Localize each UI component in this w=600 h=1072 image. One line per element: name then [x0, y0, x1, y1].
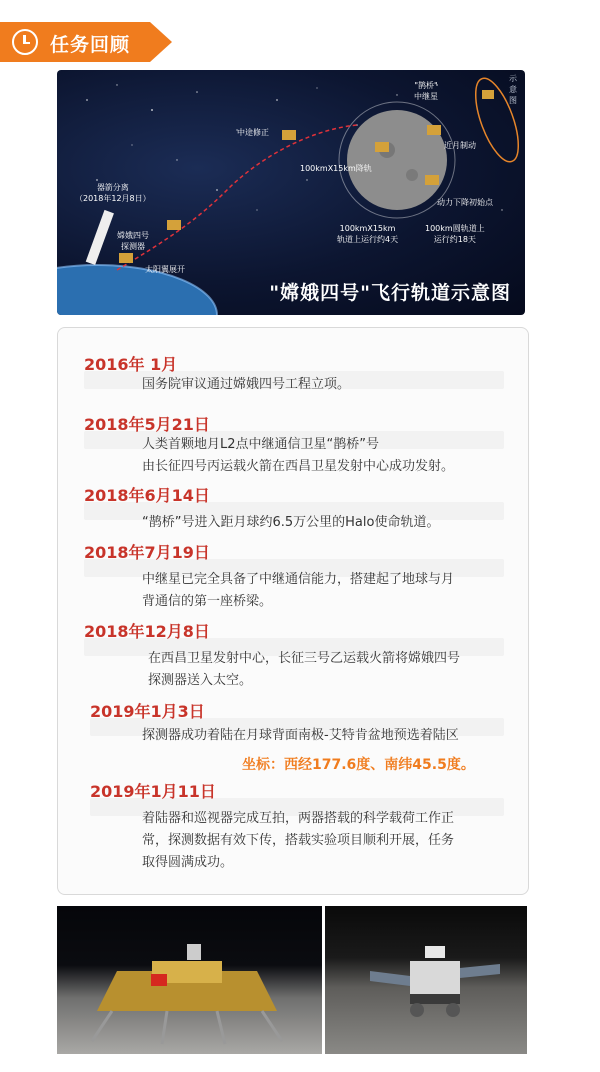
orbit-diagram: [57, 70, 525, 315]
lander-graphic: [57, 906, 322, 1054]
label-powered-descent: 动力下降初始点: [437, 198, 493, 207]
landing-coordinates: 坐标：西经177.6度、南纬45.5度。: [242, 757, 475, 773]
timeline-text: 国务院审议通过嫦娥四号工程立项。: [142, 377, 351, 392]
timeline-date: 2016年 1月: [84, 355, 178, 374]
timeline-date: 2018年5月21日: [84, 415, 210, 434]
label-descent-orbit: 100kmX15km降轨: [300, 164, 372, 173]
orbit-title: "嫦娥四号"飞行轨道示意图: [269, 282, 511, 304]
label-circular-orbit: 100km圆轨道上 运行约18天: [425, 224, 485, 244]
timeline-date: 2019年1月11日: [90, 782, 216, 801]
label-midcourse: 中途修正: [237, 128, 269, 137]
header-arrow: [150, 22, 172, 62]
timeline-text: 由长征四号丙运载火箭在西昌卫星发射中心成功发射。: [142, 459, 455, 474]
rover-graphic: [325, 906, 527, 1054]
timeline-text: 常，探测数据有效下传，搭载实验项目顺利开展，任务: [142, 833, 455, 848]
timeline-text: 着陆器和巡视器完成互拍，两器搭载的科学载荷工作正: [142, 811, 455, 826]
timeline-date: 2018年6月14日: [84, 486, 210, 505]
label-diagram-note: 示 意 图: [509, 74, 517, 105]
timeline-panel: [57, 327, 529, 895]
label-solar: 太阳翼展开: [145, 265, 185, 274]
label-probe: 嫦娥四号 探测器: [117, 231, 149, 251]
lander-photo: [57, 906, 322, 1054]
timeline-text: 人类首颗地月L2点中继通信卫星“鹊桥”号: [142, 437, 379, 452]
timeline-date: 2019年1月3日: [90, 702, 205, 721]
header-title: 任务回顾: [50, 34, 131, 56]
timeline-text: “鹊桥”号进入距月球约6.5万公里的Halo使命轨道。: [142, 515, 440, 530]
label-lunar-braking: 近月制动: [444, 141, 476, 150]
timeline-text: 背通信的第一座桥梁。: [142, 594, 273, 609]
clock-icon: [12, 29, 38, 55]
label-relay: "鹊桥" 中继星: [414, 81, 438, 101]
timeline-text: 取得圆满成功。: [142, 855, 234, 870]
timeline-text: 探测器送入太空。: [148, 673, 253, 688]
timeline-date: 2018年7月19日: [84, 543, 210, 562]
timeline-date: 2018年12月8日: [84, 622, 210, 641]
rocket: [86, 210, 114, 265]
timeline-text: 在西昌卫星发射中心，长征三号乙运载火箭将嫦娥四号: [148, 651, 461, 666]
section-header: [0, 22, 178, 62]
label-orbit-100x15: 100kmX15km 轨道上运行约4天: [337, 224, 399, 244]
rover-photo: [325, 906, 527, 1054]
label-separation: 器箭分离 （2018年12月8日）: [75, 183, 151, 203]
earth: [57, 265, 217, 315]
timeline-text: 探测器成功着陆在月球背面南极-艾特肯盆地预选着陆区: [142, 728, 459, 743]
trajectory: [117, 125, 357, 270]
timeline-text: 中继星已完全具备了中继通信能力，搭建起了地球与月: [142, 572, 455, 587]
